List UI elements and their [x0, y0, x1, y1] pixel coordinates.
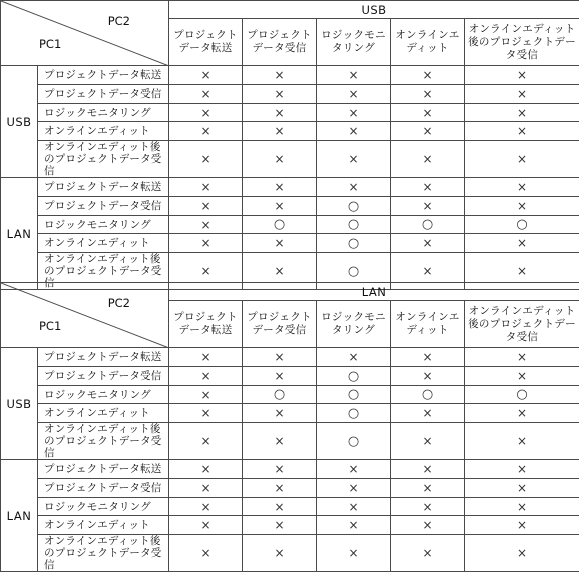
supported-mark: ○: [317, 253, 391, 290]
unsupported-mark: ×: [391, 404, 465, 423]
unsupported-mark: ×: [169, 367, 243, 386]
table-row: [1, 479, 579, 498]
unsupported-mark: ×: [243, 197, 317, 216]
unsupported-mark: ×: [391, 479, 465, 498]
unsupported-mark: ×: [317, 348, 391, 367]
unsupported-mark: ×: [465, 348, 579, 367]
unsupported-mark: ×: [317, 516, 391, 535]
unsupported-mark: ×: [465, 423, 579, 460]
pc1-label: PC1: [39, 37, 61, 51]
unsupported-mark: ×: [391, 104, 465, 122]
unsupported-mark: ×: [169, 253, 243, 290]
unsupported-mark: ×: [465, 460, 579, 479]
unsupported-mark: ×: [169, 104, 243, 122]
unsupported-mark: ×: [243, 479, 317, 498]
column-header: オンラインエディット後のプロジェクトデータ受信: [465, 19, 579, 66]
unsupported-mark: ×: [465, 141, 579, 178]
row-header: ロジックモニタリング: [38, 386, 169, 404]
unsupported-mark: ×: [465, 85, 579, 104]
pc1-connection-label: LAN: [1, 178, 38, 290]
unsupported-mark: ×: [317, 460, 391, 479]
unsupported-mark: ×: [317, 104, 391, 122]
unsupported-mark: ×: [465, 404, 579, 423]
row-header: オンラインエディット後のプロジェクトデータ受信: [38, 423, 169, 460]
unsupported-mark: ×: [169, 216, 243, 234]
supported-mark: ○: [317, 386, 391, 404]
unsupported-mark: ×: [317, 85, 391, 104]
pc2-connection-header: USB: [169, 1, 579, 19]
unsupported-mark: ×: [169, 66, 243, 85]
table-row: [1, 404, 579, 423]
row-header: プロジェクトデータ受信: [38, 367, 169, 386]
table-row: [1, 197, 579, 216]
column-header: ロジックモニタリング: [317, 19, 391, 66]
unsupported-mark: ×: [391, 141, 465, 178]
unsupported-mark: ×: [317, 66, 391, 85]
supported-mark: ○: [317, 404, 391, 423]
unsupported-mark: ×: [465, 253, 579, 290]
unsupported-mark: ×: [391, 348, 465, 367]
supported-mark: ○: [391, 216, 465, 234]
column-header: オンラインエディット後のプロジェクトデータ受信: [465, 301, 579, 348]
table-row: [1, 460, 579, 479]
unsupported-mark: ×: [465, 197, 579, 216]
unsupported-mark: ×: [391, 423, 465, 460]
table-row: [1, 178, 579, 197]
unsupported-mark: ×: [169, 122, 243, 141]
unsupported-mark: ×: [465, 178, 579, 197]
column-header: オンラインエディット: [391, 301, 465, 348]
unsupported-mark: ×: [391, 122, 465, 141]
unsupported-mark: ×: [243, 122, 317, 141]
unsupported-mark: ×: [169, 535, 243, 572]
table-row: [1, 66, 579, 85]
unsupported-mark: ×: [169, 85, 243, 104]
column-header: ロジックモニタリング: [317, 301, 391, 348]
unsupported-mark: ×: [465, 367, 579, 386]
supported-mark: ○: [465, 386, 579, 404]
unsupported-mark: ×: [169, 141, 243, 178]
unsupported-mark: ×: [243, 348, 317, 367]
table-row: [1, 234, 579, 253]
unsupported-mark: ×: [317, 479, 391, 498]
table-row: [1, 367, 579, 386]
unsupported-mark: ×: [169, 404, 243, 423]
unsupported-mark: ×: [169, 348, 243, 367]
table-row: [1, 104, 579, 122]
unsupported-mark: ×: [243, 66, 317, 85]
unsupported-mark: ×: [391, 85, 465, 104]
unsupported-mark: ×: [391, 535, 465, 572]
unsupported-mark: ×: [391, 460, 465, 479]
table-row: [1, 516, 579, 535]
pc2-label: PC2: [108, 296, 130, 310]
unsupported-mark: ×: [243, 253, 317, 290]
unsupported-mark: ×: [391, 197, 465, 216]
row-header: ロジックモニタリング: [38, 216, 169, 234]
pc2-label: PC2: [108, 14, 130, 28]
unsupported-mark: ×: [243, 535, 317, 572]
column-header: オンラインエディット: [391, 19, 465, 66]
table-row: [1, 423, 579, 460]
unsupported-mark: ×: [169, 498, 243, 516]
unsupported-mark: ×: [243, 404, 317, 423]
unsupported-mark: ×: [169, 423, 243, 460]
row-header: オンラインエディット: [38, 516, 169, 535]
table-row: [1, 216, 579, 234]
unsupported-mark: ×: [465, 122, 579, 141]
table-row: [1, 386, 579, 404]
unsupported-mark: ×: [465, 66, 579, 85]
pc1-connection-label: USB: [1, 348, 38, 460]
supported-mark: ○: [317, 216, 391, 234]
supported-mark: ○: [243, 216, 317, 234]
header-row: [1, 1, 579, 19]
table-row: [1, 535, 579, 572]
unsupported-mark: ×: [465, 479, 579, 498]
unsupported-mark: ×: [317, 498, 391, 516]
column-header: プロジェクトデータ転送: [169, 19, 243, 66]
column-header: プロジェクトデータ転送: [169, 301, 243, 348]
unsupported-mark: ×: [391, 516, 465, 535]
unsupported-mark: ×: [169, 460, 243, 479]
unsupported-mark: ×: [317, 535, 391, 572]
unsupported-mark: ×: [391, 367, 465, 386]
row-header: プロジェクトデータ転送: [38, 348, 169, 367]
unsupported-mark: ×: [243, 423, 317, 460]
unsupported-mark: ×: [465, 516, 579, 535]
pc1-label: PC1: [39, 319, 61, 333]
unsupported-mark: ×: [243, 141, 317, 178]
pc1-connection-label: LAN: [1, 460, 38, 572]
unsupported-mark: ×: [317, 122, 391, 141]
unsupported-mark: ×: [391, 253, 465, 290]
diagonal-divider: [1, 283, 169, 348]
row-header: プロジェクトデータ受信: [38, 85, 169, 104]
column-header: プロジェクトデータ受信: [243, 19, 317, 66]
table-row: [1, 498, 579, 516]
unsupported-mark: ×: [169, 479, 243, 498]
row-header: オンラインエディット後のプロジェクトデータ受信: [38, 535, 169, 572]
supported-mark: ○: [243, 386, 317, 404]
unsupported-mark: ×: [465, 535, 579, 572]
supported-mark: ○: [465, 216, 579, 234]
row-header: ロジックモニタリング: [38, 498, 169, 516]
unsupported-mark: ×: [243, 178, 317, 197]
unsupported-mark: ×: [391, 66, 465, 85]
unsupported-mark: ×: [391, 178, 465, 197]
corner-header: [1, 1, 169, 66]
table-row: [1, 141, 579, 178]
unsupported-mark: ×: [243, 104, 317, 122]
unsupported-mark: ×: [169, 178, 243, 197]
unsupported-mark: ×: [169, 234, 243, 253]
unsupported-mark: ×: [243, 460, 317, 479]
table-row: [1, 85, 579, 104]
unsupported-mark: ×: [465, 104, 579, 122]
row-header: プロジェクトデータ転送: [38, 178, 169, 197]
unsupported-mark: ×: [243, 498, 317, 516]
supported-mark: ○: [317, 367, 391, 386]
row-header: オンラインエディット: [38, 234, 169, 253]
row-header: ロジックモニタリング: [38, 104, 169, 122]
matrix-table-pc2-lan: [0, 282, 579, 572]
unsupported-mark: ×: [243, 85, 317, 104]
unsupported-mark: ×: [391, 234, 465, 253]
unsupported-mark: ×: [243, 367, 317, 386]
pc1-connection-label: USB: [1, 66, 38, 178]
row-header: オンラインエディット後のプロジェクトデータ受信: [38, 253, 169, 290]
row-header: プロジェクトデータ受信: [38, 479, 169, 498]
corner-header: [1, 283, 169, 348]
row-header: プロジェクトデータ受信: [38, 197, 169, 216]
supported-mark: ○: [317, 234, 391, 253]
header-row: [1, 283, 579, 301]
pc2-connection-header: LAN: [169, 283, 579, 301]
unsupported-mark: ×: [465, 234, 579, 253]
unsupported-mark: ×: [243, 234, 317, 253]
unsupported-mark: ×: [243, 516, 317, 535]
supported-mark: ○: [317, 423, 391, 460]
table-row: [1, 348, 579, 367]
unsupported-mark: ×: [317, 141, 391, 178]
unsupported-mark: ×: [169, 516, 243, 535]
diagonal-divider: [1, 1, 169, 66]
supported-mark: ○: [317, 197, 391, 216]
unsupported-mark: ×: [169, 386, 243, 404]
unsupported-mark: ×: [391, 498, 465, 516]
row-header: プロジェクトデータ転送: [38, 460, 169, 479]
unsupported-mark: ×: [465, 498, 579, 516]
row-header: オンラインエディット後のプロジェクトデータ受信: [38, 141, 169, 178]
unsupported-mark: ×: [169, 197, 243, 216]
unsupported-mark: ×: [317, 178, 391, 197]
table-row: [1, 122, 579, 141]
supported-mark: ○: [391, 386, 465, 404]
column-header: プロジェクトデータ受信: [243, 301, 317, 348]
row-header: プロジェクトデータ転送: [38, 66, 169, 85]
row-header: オンラインエディット: [38, 122, 169, 141]
row-header: オンラインエディット: [38, 404, 169, 423]
